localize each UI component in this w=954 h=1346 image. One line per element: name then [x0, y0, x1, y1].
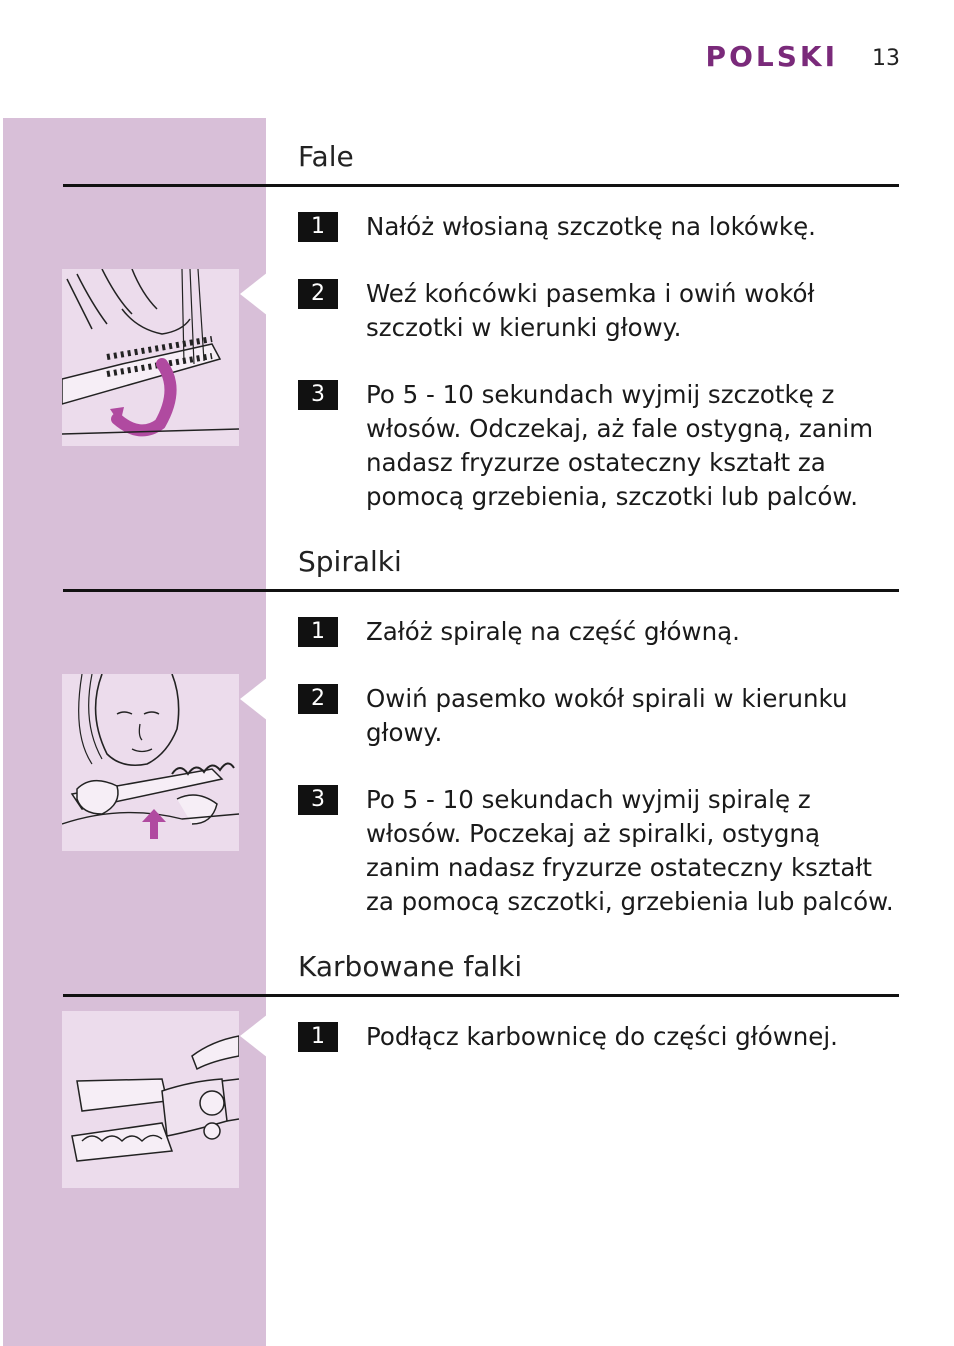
step-item [298, 277, 898, 345]
step-number: 2 [298, 684, 338, 714]
step-item [298, 210, 898, 244]
section-divider [63, 589, 899, 592]
step-number: 1 [298, 617, 338, 647]
step-item [298, 615, 898, 649]
step-text: Załóż spiralę na część główną. [366, 617, 740, 646]
brush-curling-drawing [62, 269, 239, 446]
page-number: 13 [872, 46, 900, 71]
step-text: Po 5 - 10 sekundach wyjmij spiralę z włosów. Poczekaj aż spiralki, ostygną zanim nadasz fryzurze ostateczny kształt za pomocą szczotki, grzebienia lub palców. [366, 785, 894, 916]
spiral-curling-drawing [62, 674, 239, 851]
step-text: Owiń pasemko wokół spirali w kierunku głowy. [366, 684, 848, 747]
step-item [298, 1020, 898, 1054]
step-item [298, 378, 898, 514]
step-text: Po 5 - 10 sekundach wyjmij szczotkę z włosów. Odczekaj, aż fale ostygną, zanim nadasz fryzurze ostateczny kształt za pomocą grzebienia, szczotki lub palców. [366, 380, 874, 511]
step-text: Weź końcówki pasemka i owiń wokół szczotki w kierunki głowy. [366, 279, 815, 342]
brush-curling-illustration [62, 269, 239, 446]
step-text: Nałóż włosianą szczotkę na lokówkę. [366, 212, 816, 241]
step-number: 2 [298, 279, 338, 309]
language-label: POLSKI [705, 40, 838, 73]
step-text: Podłącz karbownicę do części głównej. [366, 1022, 838, 1051]
step-item [298, 682, 898, 750]
section-title-fale: Fale [298, 140, 354, 173]
step-number: 3 [298, 785, 338, 815]
crimper-drawing [62, 1011, 239, 1188]
step-number: 1 [298, 212, 338, 242]
crimper-attachment-illustration [62, 1011, 239, 1188]
section-divider [63, 184, 899, 187]
section-title-karbowane-falki: Karbowane falki [298, 950, 523, 983]
spiral-curling-illustration [62, 674, 239, 851]
step-item [298, 783, 898, 919]
section-divider [63, 994, 899, 997]
step-number: 1 [298, 1022, 338, 1052]
section-title-spiralki: Spiralki [298, 545, 402, 578]
step-number: 3 [298, 380, 338, 410]
